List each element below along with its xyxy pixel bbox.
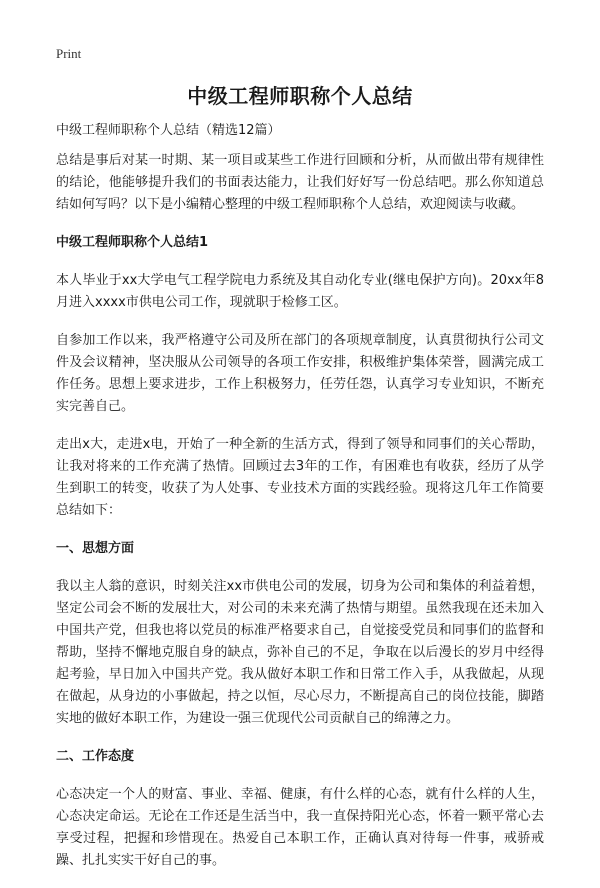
print-label[interactable]: Print (56, 46, 82, 61)
heading-thought: 一、思想方面 (56, 541, 135, 556)
intro-paragraph: 总结是事后对某一时期、某一项目或某些工作进行回顾和分析，从而做出带有规律性的结论，他能够提升我们的书面表达能力，让我们好好写一份总结吧。那么你知道总结如何写吗？以下是小编精心整理的中级工程师职称个人总结，欢迎阅读与收藏。 (56, 153, 544, 212)
document-body (56, 120, 544, 888)
document-subtitle: 中级工程师职称个人总结（精选12篇） (56, 123, 281, 138)
section-1-heading: 中级工程师职称个人总结1 (56, 235, 209, 250)
paragraph-2: 自参加工作以来，我严格遵守公司及所在部门的各项规章制度，认真贯彻执行公司文件及会议精神，坚决服从公司领导的各项工作安排，积极维护集体荣誉，圆满完成工作任务。思想上要求进步，工作上积极努力，任劳任怨，认真学习专业知识，不断充实完善自己。 (56, 333, 544, 414)
document-title: 中级工程师职称个人总结 (187, 84, 413, 108)
paragraph-5: 心态决定一个人的财富、事业、幸福、健康，有什么样的心态，就有什么样的人生，心态决定命运。无论在工作还是生活当中，我一直保持阳光心态，怀着一颗平常心去享受过程，把握和珍惜现在。热爱自己本职工作，正确认真对待每一件事，戒骄戒躁、扎扎实实干好自己的事。 (56, 787, 544, 868)
paragraph-4: 我以主人翁的意识，时刻关注xx市供电公司的发展，切身为公司和集体的利益着想，坚定公司会不断的发展壮大，对公司的未来充满了热情与期望。虽然我现在还未加入中国共产党，但我也将以党员的标准严格要求自己，自觉接受党员和同事们的监督和帮助，坚持不懈地克服自身的缺点，弥补自己的不足，争取在以后漫长的岁月中经得起考验，早日加入中国共产党。我从做好本职工作和日常工作入手，从我做起，从现在做起，从身边的小事做起，持之以恒，尽心尽力，不断提高自己的岗位技能，脚踏实地的做好本职工作，为建设一强三优现代公司贡献自己的绵薄之力。 (56, 579, 544, 726)
heading-attitude: 二、工作态度 (56, 749, 135, 764)
paragraph-1: 本人毕业于xx大学电气工程学院电力系统及其自动化专业(继电保护方向)。20xx年8月进入xxxx市供电公司工作，现就职于检修工区。 (56, 273, 544, 310)
paragraph-3: 走出x大，走进x电，开始了一种全新的生活方式，得到了领导和同事们的关心帮助，让我对将来的工作充满了热情。回顾过去3年的工作，有困难也有收获，经历了从学生到职工的转变，收获了为人处事、专业技术方面的实践经验。现将这几年工作简要总结如下： (56, 437, 544, 518)
